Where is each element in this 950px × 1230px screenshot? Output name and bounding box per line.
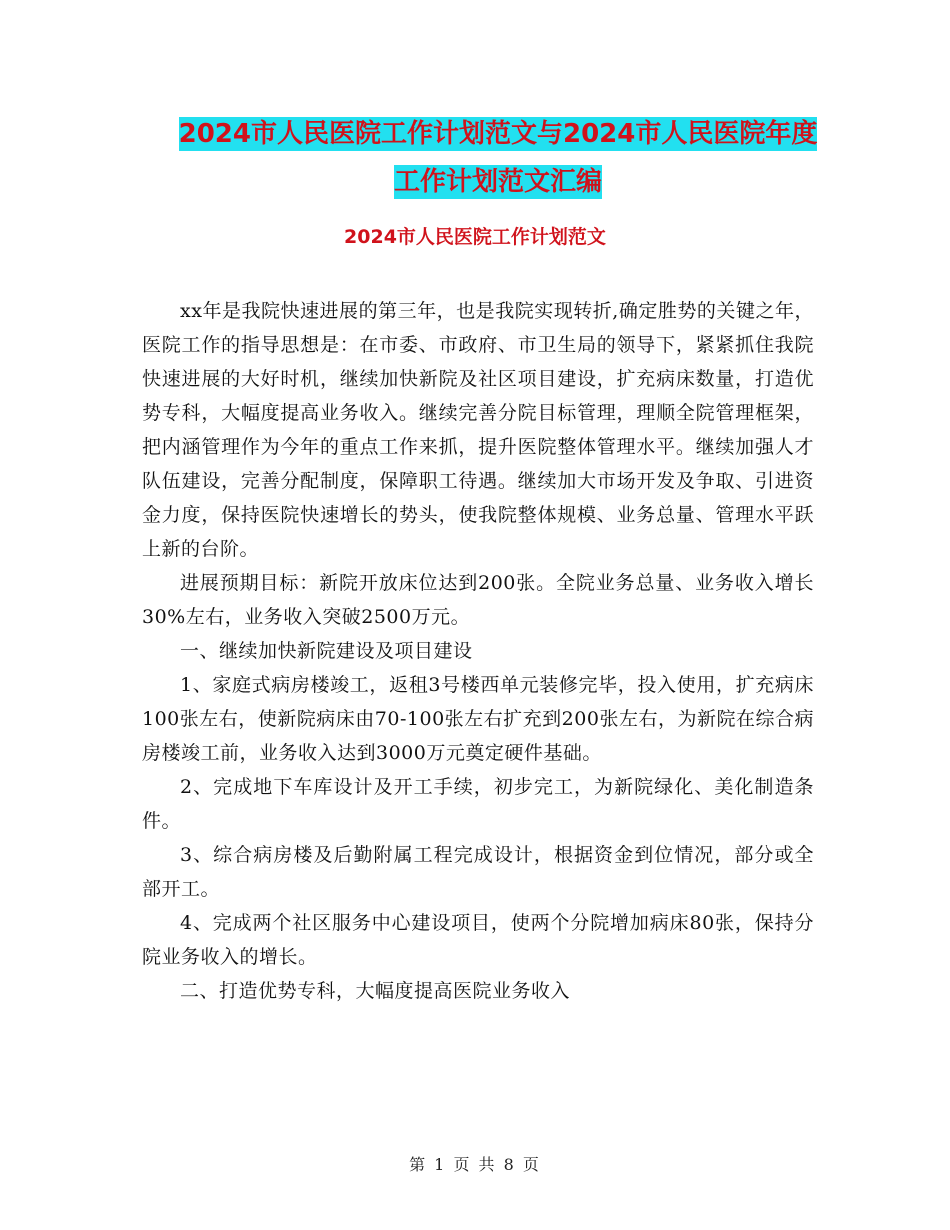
document-body (142, 294, 814, 1008)
page-number: 第 1 页 共 8 页 (409, 1155, 541, 1174)
list-item-4: 4、完成两个社区服务中心建设项目，使两个分院增加病床80张，保持分院业务收入的增长。 (142, 912, 814, 968)
list-item-2: 2、完成地下车库设计及开工手续，初步完工，为新院绿化、美化制造条件。 (142, 776, 814, 832)
paragraph-intro: xx年是我院快速进展的第三年，也是我院实现转折,确定胜势的关键之年，医院工作的指导思想是：在市委、市政府、市卫生局的领导下，紧紧抓住我院快速进展的大好时机，继续加快新院及社区项目建设，扩充病床数量，打造优势专科，大幅度提高业务收入。继续完善分院目标管理，理顺全院管理框架，把内涵管理作为今年的重点工作来抓，提升医院整体管理水平。继续加强人才队伍建设，完善分配制度，保障职工待遇。继续加大市场开发及争取、引进资金力度，保持医院快速增长的势头，使我院整体规模、业务总量、管理水平跃上新的台阶。 (142, 300, 814, 560)
heading-item-2: 二、打造优势专科，大幅度提高医院业务收入 (180, 980, 571, 1002)
list-item-3: 3、综合病房楼及后勤附属工程完成设计，根据资金到位情况，部分或全部开工。 (142, 844, 814, 900)
document-title-line-1: 2024市人民医院工作计划范文与2024市人民医院年度 (178, 119, 818, 149)
list-item-1: 1、家庭式病房楼竣工，返租3号楼西单元装修完毕，投入使用，扩充病床100张左右，使新院病床由70-100张左右扩充到200张左右，为新院在综合病房楼竣工前，业务收入达到3000万元奠定硬件基础。 (142, 674, 814, 764)
document-title-line-2: 工作计划范文汇编 (393, 167, 602, 197)
paragraph-goals: 进展预期目标：新院开放床位达到200张。全院业务总量、业务收入增长30%左右，业务收入突破2500万元。 (142, 572, 814, 628)
section-title: 2024市人民医院工作计划范文 (344, 226, 606, 248)
document-title (120, 110, 876, 206)
heading-item-1: 一、继续加快新院建设及项目建设 (180, 640, 473, 662)
